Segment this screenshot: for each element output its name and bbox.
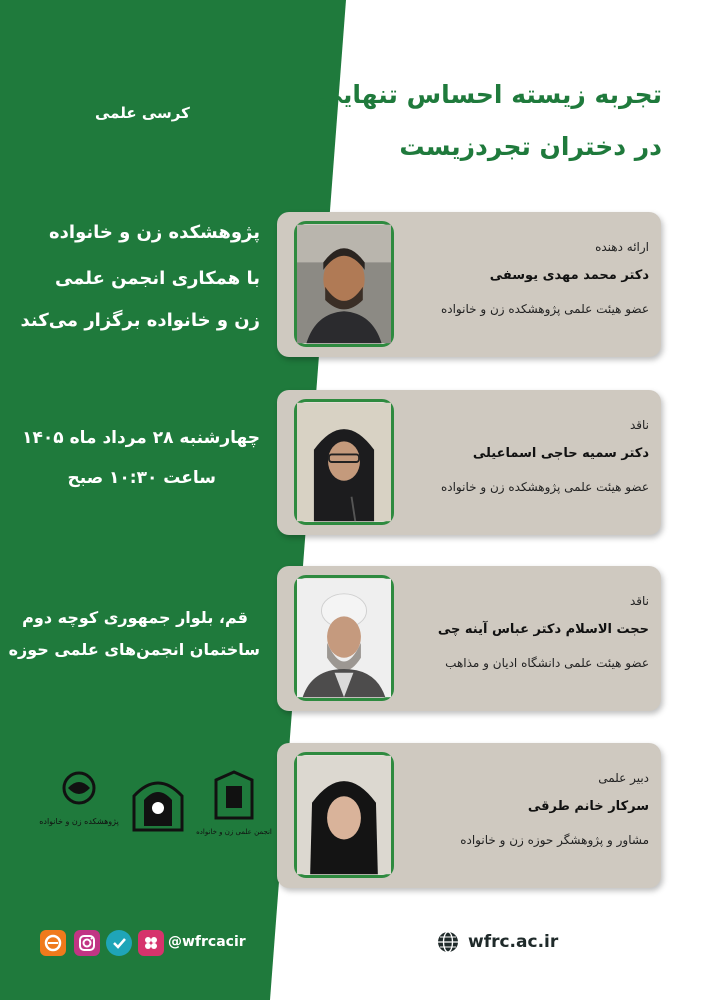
organizer-line-3: زن و خانواده برگزار می‌کند (20, 310, 260, 331)
speaker-affiliation: عضو هیئت علمی پژوهشکده زن و خانواده (440, 480, 649, 494)
event-title-line-2: در دختران تجردزیست (399, 132, 662, 161)
speaker-photo (294, 221, 394, 347)
bale-icon[interactable] (106, 930, 132, 956)
speaker-role: دبیر علمی (598, 771, 649, 785)
association-logo (196, 768, 272, 840)
seminary-logo (126, 768, 190, 840)
speaker-affiliation: عضو هیئت علمی پژوهشکده زن و خانواده (440, 302, 649, 316)
organizer-line-1: پژوهشکده زن و خانواده (49, 222, 260, 243)
speaker-photo (294, 399, 394, 525)
speaker-role: ارائه دهنده (595, 240, 649, 254)
speaker-card-critic-1 (277, 390, 661, 535)
address-line-2: ساختمان انجمن‌های علمی حوزه (8, 640, 260, 659)
logo-caption: انجمن علمی زن و خانواده (196, 828, 272, 836)
address-line-1: قم، بلوار جمهوری کوچه دوم (22, 608, 248, 627)
organizer-line-2: با همکاری انجمن علمی (54, 268, 260, 289)
eitaa-icon[interactable] (40, 930, 66, 956)
speaker-affiliation: عضو هیئت علمی دانشگاه ادیان و مذاهب (445, 656, 649, 670)
speaker-affiliation: مشاور و پژوهشگر حوزه زن و خانواده (460, 833, 649, 847)
logo-strip (39, 768, 272, 848)
instagram-icon[interactable] (74, 930, 100, 956)
globe-icon (436, 930, 460, 954)
speaker-name: سرکار خانم طرقی (527, 799, 649, 814)
speaker-card-presenter (277, 212, 661, 357)
speaker-name: دکتر سمیه حاجی اسماعیلی (472, 446, 649, 461)
rubika-icon[interactable] (138, 930, 164, 956)
speaker-photo (294, 752, 394, 878)
speaker-photo (294, 575, 394, 701)
speaker-card-secretary (277, 743, 661, 888)
speaker-role: ناقد (629, 418, 649, 432)
speaker-name: حجت الاسلام دکتر عباس آینه چی (437, 622, 649, 637)
kursi-label: کرسی علمی (95, 104, 190, 122)
event-time: ساعت ۱۰:۳۰ صبح (67, 468, 216, 488)
speaker-name: دکتر محمد مهدی یوسفی (489, 268, 649, 283)
social-handle[interactable]: @wfrcacir (168, 934, 246, 950)
website-link[interactable]: wfrc.ac.ir (468, 932, 559, 952)
speaker-card-critic-2 (277, 566, 661, 711)
speaker-role: ناقد (629, 594, 649, 608)
event-title-line-1: تجربه زیسته احساس تنهایی (317, 80, 662, 109)
event-date: چهارشنبه ۲۸ مرداد ماه ۱۴۰۵ (22, 428, 260, 448)
research-institute-logo (39, 768, 119, 840)
logo-caption: پژوهشکده زن و خانواده (39, 817, 119, 826)
